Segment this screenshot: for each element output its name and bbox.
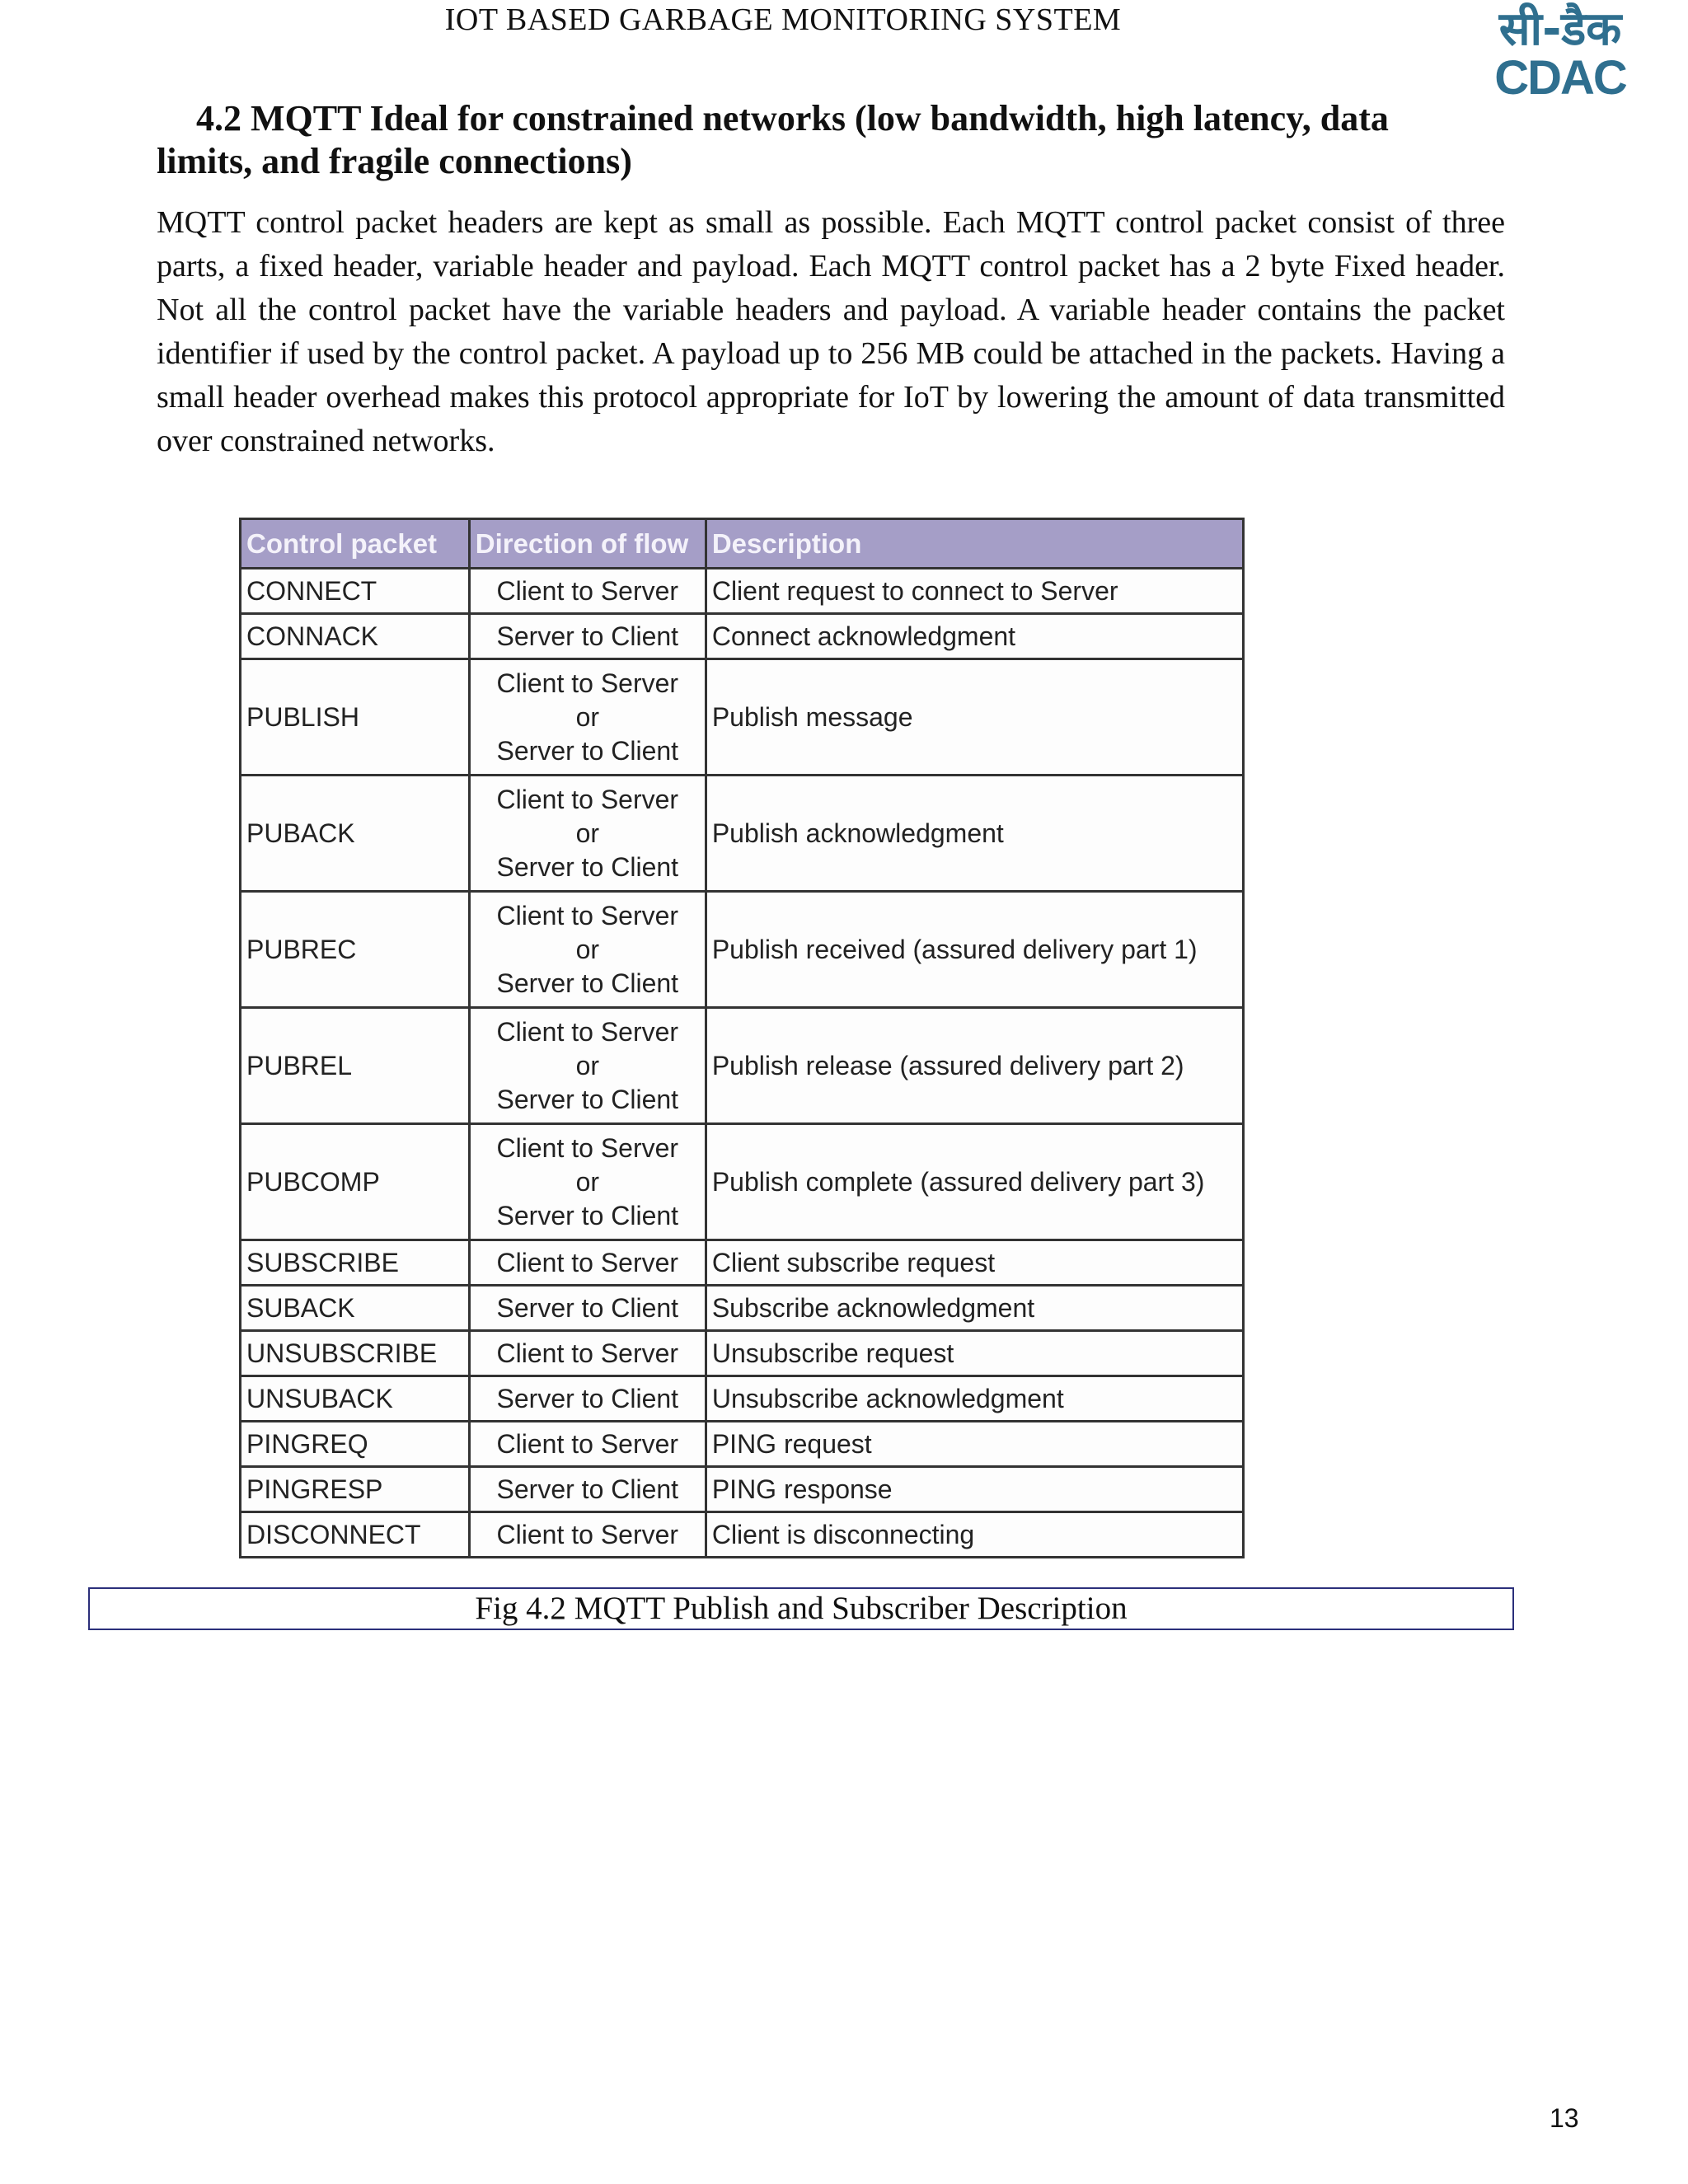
direction-line: Server to Client	[496, 851, 679, 882]
cell-description: Publish received (assured delivery part 1)	[706, 892, 1243, 1008]
cell-direction	[469, 659, 706, 776]
direction-line: or	[575, 701, 600, 732]
cell-direction	[469, 1512, 706, 1558]
direction-line: or	[575, 1166, 600, 1197]
cell-description: Publish release (assured delivery part 2)	[706, 1008, 1243, 1124]
direction-line: Client to Server	[496, 668, 679, 698]
direction-line: or	[575, 934, 600, 964]
table-row	[241, 776, 1244, 892]
cdac-logo	[1490, 2, 1630, 105]
cell-control-packet: UNSUBACK	[241, 1376, 470, 1422]
running-header: IOT BASED GARBAGE MONITORING SYSTEM	[444, 2, 1122, 37]
cell-direction	[469, 569, 706, 614]
table-row	[241, 1467, 1244, 1512]
cell-description: Unsubscribe acknowledgment	[706, 1376, 1243, 1422]
table-row	[241, 569, 1244, 614]
cell-direction	[469, 776, 706, 892]
direction-line: Client to Server	[496, 1016, 679, 1047]
direction-line: Server to Client	[496, 735, 679, 766]
table-row	[241, 1286, 1244, 1331]
figure-caption: Fig 4.2 MQTT Publish and Subscriber Description	[88, 1587, 1514, 1630]
cell-description: Publish acknowledgment	[706, 776, 1243, 892]
table-body	[241, 569, 1244, 1558]
direction-line: Client to Server	[496, 1428, 679, 1459]
cell-control-packet: PINGREQ	[241, 1422, 470, 1467]
logo-hindi-text: सी-डैक	[1498, 2, 1622, 56]
cell-description: Publish complete (assured delivery part 3)	[706, 1124, 1243, 1240]
table-row	[241, 1124, 1244, 1240]
cell-control-packet: PUBREL	[241, 1008, 470, 1124]
table-row	[241, 1376, 1244, 1422]
column-header-description: Description	[706, 519, 1243, 569]
cell-direction	[469, 1240, 706, 1286]
cell-description: PING response	[706, 1467, 1243, 1512]
direction-line: Server to Client	[496, 1200, 679, 1230]
section-heading: 4.2 MQTT Ideal for constrained networks (low bandwidth, high latency, data limits, and fragile connections)	[157, 98, 1389, 181]
direction-line: Client to Server	[496, 1132, 679, 1163]
cell-direction	[469, 1124, 706, 1240]
table-row	[241, 1512, 1244, 1558]
direction-line: Server to Client	[496, 1292, 679, 1323]
direction-line: or	[575, 818, 600, 848]
cell-direction	[469, 1331, 706, 1376]
cell-description: Client request to connect to Server	[706, 569, 1243, 614]
table-row	[241, 1240, 1244, 1286]
body-paragraph: MQTT control packet headers are kept as small as possible. Each MQTT control packet consist of three parts, a fixed header, variable header and payload. Each MQTT control packet has a 2 byte Fixed header. Not all the control packet have the variable headers and payload. A variable header contains the packet identifier if used by the control packet. A payload up to 256 MB could be attached in the packets. Having a small header overhead makes this protocol appropriate for IoT by lowering the amount of data transmitted over constrained networks.	[157, 205, 1505, 458]
cell-control-packet: SUBACK	[241, 1286, 470, 1331]
direction-line: Server to Client	[496, 621, 679, 651]
cell-control-packet: PUBACK	[241, 776, 470, 892]
mqtt-packet-table	[239, 518, 1245, 1558]
column-header-direction: Direction of flow	[469, 519, 706, 569]
direction-line: Client to Server	[496, 1519, 679, 1549]
cell-direction	[469, 1376, 706, 1422]
table-row	[241, 892, 1244, 1008]
direction-line: or	[575, 1050, 600, 1080]
table-row	[241, 659, 1244, 776]
direction-line: Server to Client	[496, 1474, 679, 1504]
cell-direction	[469, 892, 706, 1008]
direction-line: Client to Server	[496, 784, 679, 814]
direction-line: Client to Server	[496, 575, 679, 606]
cell-direction	[469, 1422, 706, 1467]
column-header-control-packet: Control packet	[241, 519, 470, 569]
cell-control-packet: PUBREC	[241, 892, 470, 1008]
table-row	[241, 1331, 1244, 1376]
cell-description: Client subscribe request	[706, 1240, 1243, 1286]
cell-direction	[469, 1467, 706, 1512]
direction-line: Server to Client	[496, 1383, 679, 1413]
cell-control-packet: PUBCOMP	[241, 1124, 470, 1240]
table-row	[241, 1422, 1244, 1467]
cell-control-packet: DISCONNECT	[241, 1512, 470, 1558]
direction-line: Server to Client	[496, 1084, 679, 1114]
page-number: 13	[1550, 2103, 1579, 2133]
cell-description: PING request	[706, 1422, 1243, 1467]
cell-control-packet: UNSUBSCRIBE	[241, 1331, 470, 1376]
table-header-row	[241, 519, 1244, 569]
cell-description: Subscribe acknowledgment	[706, 1286, 1243, 1331]
cell-description: Unsubscribe request	[706, 1331, 1243, 1376]
table-row	[241, 614, 1244, 659]
cell-control-packet: CONNACK	[241, 614, 470, 659]
cell-direction	[469, 1286, 706, 1331]
cell-control-packet: PUBLISH	[241, 659, 470, 776]
cell-description: Publish message	[706, 659, 1243, 776]
direction-line: Client to Server	[496, 900, 679, 930]
cell-description: Connect acknowledgment	[706, 614, 1243, 659]
direction-line: Client to Server	[496, 1338, 679, 1368]
cell-description: Client is disconnecting	[706, 1512, 1243, 1558]
cell-control-packet: PINGRESP	[241, 1467, 470, 1512]
table-row	[241, 1008, 1244, 1124]
cell-direction	[469, 614, 706, 659]
cell-direction	[469, 1008, 706, 1124]
cell-control-packet: SUBSCRIBE	[241, 1240, 470, 1286]
direction-line: Client to Server	[496, 1247, 679, 1277]
logo-latin-text: CDAC	[1494, 51, 1626, 105]
cell-control-packet: CONNECT	[241, 569, 470, 614]
direction-line: Server to Client	[496, 968, 679, 998]
